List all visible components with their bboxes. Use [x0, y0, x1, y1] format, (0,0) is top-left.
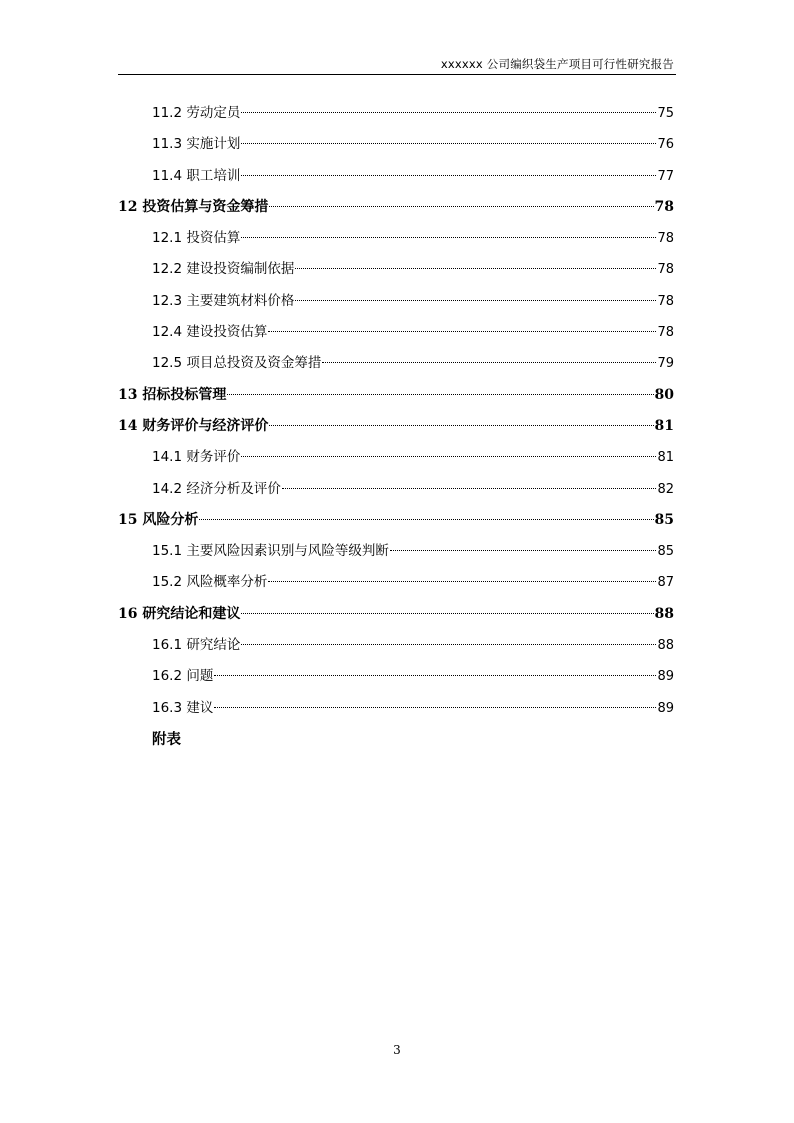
- toc-entry-label: 12 投资估算与资金筹措: [118, 198, 269, 215]
- toc-dot-leader: [390, 550, 657, 551]
- toc-entry-page-number: 78: [657, 262, 674, 278]
- toc-dot-leader: [269, 425, 653, 426]
- toc-entry-page-number: 81: [654, 417, 674, 434]
- toc-entry-page-number: 78: [657, 293, 674, 309]
- toc-entry-page-number: 89: [657, 700, 674, 716]
- toc-entry-label: 16 研究结论和建议: [118, 605, 241, 622]
- toc-section-entry[interactable]: [118, 98, 674, 129]
- toc-dot-leader: [282, 488, 657, 489]
- toc-dot-leader: [322, 362, 656, 363]
- toc-chapter-entry[interactable]: [118, 380, 674, 411]
- toc-entry-label: 13 招标投标管理: [118, 386, 227, 403]
- toc-entry-page-number: 77: [657, 168, 674, 184]
- toc-entry-label: 14 财务评价与经济评价: [118, 417, 269, 434]
- toc-dot-leader: [199, 519, 653, 520]
- toc-section-entry[interactable]: [118, 567, 674, 598]
- toc-entry-label: 16.3 建议: [152, 699, 214, 716]
- toc-dot-leader: [241, 644, 656, 645]
- toc-entry-page-number: 76: [657, 137, 674, 153]
- toc-entry-page-number: 78: [657, 325, 674, 341]
- toc-entry-label: 12.4 建设投资估算: [152, 324, 268, 341]
- toc-entry-page-number: 75: [657, 106, 674, 121]
- toc-entry-label: 12.3 主要建筑材料价格: [152, 292, 295, 309]
- toc-entry-label: 12.1 投资估算: [152, 230, 241, 247]
- table-of-contents: [118, 98, 674, 755]
- toc-dot-leader: [268, 331, 656, 332]
- toc-section-entry[interactable]: [118, 474, 674, 505]
- toc-entry-label: 15.1 主要风险因素识别与风险等级判断: [152, 543, 389, 560]
- toc-section-entry[interactable]: [118, 630, 674, 661]
- toc-entry-page-number: 87: [657, 575, 674, 591]
- toc-dot-leader: [295, 300, 656, 301]
- toc-section-entry[interactable]: [118, 693, 674, 724]
- toc-entry-label: 11.4 职工培训: [152, 167, 241, 184]
- toc-entry-label: 12.5 项目总投资及资金筹措: [152, 355, 322, 372]
- toc-entry-page-number: 85: [657, 544, 674, 560]
- toc-entry-page-number: 81: [657, 450, 674, 466]
- toc-dot-leader: [214, 707, 656, 708]
- toc-section-entry[interactable]: [118, 129, 674, 160]
- toc-entry-page-number: 88: [654, 605, 674, 622]
- toc-dot-leader: [241, 112, 656, 113]
- toc-entry-page-number: 85: [654, 511, 674, 528]
- toc-section-entry[interactable]: [118, 317, 674, 348]
- toc-entry-page-number: 79: [657, 356, 674, 372]
- toc-entry-page-number: 78: [654, 198, 674, 215]
- toc-entry-label: 14.2 经济分析及评价: [152, 480, 281, 497]
- toc-section-entry[interactable]: [118, 536, 674, 567]
- toc-section-entry[interactable]: [118, 254, 674, 285]
- toc-entry-label: 15.2 风险概率分析: [152, 574, 268, 591]
- toc-dot-leader: [241, 613, 653, 614]
- toc-dot-leader: [268, 581, 656, 582]
- toc-section-entry[interactable]: [118, 286, 674, 317]
- toc-entry-page-number: 89: [657, 669, 674, 685]
- toc-chapter-entry[interactable]: [118, 192, 674, 223]
- toc-dot-leader: [295, 268, 656, 269]
- toc-entry-page-number: 78: [657, 231, 674, 247]
- header-title: xxxxxx 公司编织袋生产项目可行性研究报告: [440, 57, 674, 71]
- toc-entry-label: 16.1 研究结论: [152, 637, 241, 654]
- toc-dot-leader: [227, 394, 653, 395]
- toc-section-entry[interactable]: [118, 661, 674, 692]
- toc-entry-label: 14.1 财务评价: [152, 449, 241, 466]
- toc-entry-label: 15 风险分析: [118, 511, 199, 528]
- toc-dot-leader: [269, 206, 653, 207]
- toc-chapter-entry[interactable]: [118, 599, 674, 630]
- toc-section-entry[interactable]: [118, 348, 674, 379]
- toc-entry-label: 16.2 问题: [152, 668, 214, 685]
- toc-dot-leader: [241, 237, 656, 238]
- toc-dot-leader: [241, 143, 656, 144]
- toc-entry-page-number: 82: [657, 481, 674, 497]
- toc-section-entry[interactable]: [118, 442, 674, 473]
- toc-entry-page-number: 80: [654, 386, 674, 403]
- toc-dot-leader: [214, 675, 656, 676]
- toc-dot-leader: [241, 175, 656, 176]
- toc-entry-label: 11.3 实施计划: [152, 136, 241, 153]
- toc-entry-label: 11.2 劳动定员: [152, 105, 241, 121]
- page-number: 3: [393, 1043, 401, 1057]
- toc-section-entry[interactable]: [118, 161, 674, 192]
- toc-chapter-entry[interactable]: [118, 505, 674, 536]
- toc-entry-label: 12.2 建设投资编制依据: [152, 261, 295, 278]
- toc-entry-page-number: 88: [657, 638, 674, 654]
- toc-section-entry[interactable]: [118, 223, 674, 254]
- toc-dot-leader: [241, 456, 656, 457]
- page-header: [118, 56, 676, 75]
- toc-chapter-entry[interactable]: [118, 411, 674, 442]
- toc-appendix-heading[interactable]: 附表: [152, 730, 181, 748]
